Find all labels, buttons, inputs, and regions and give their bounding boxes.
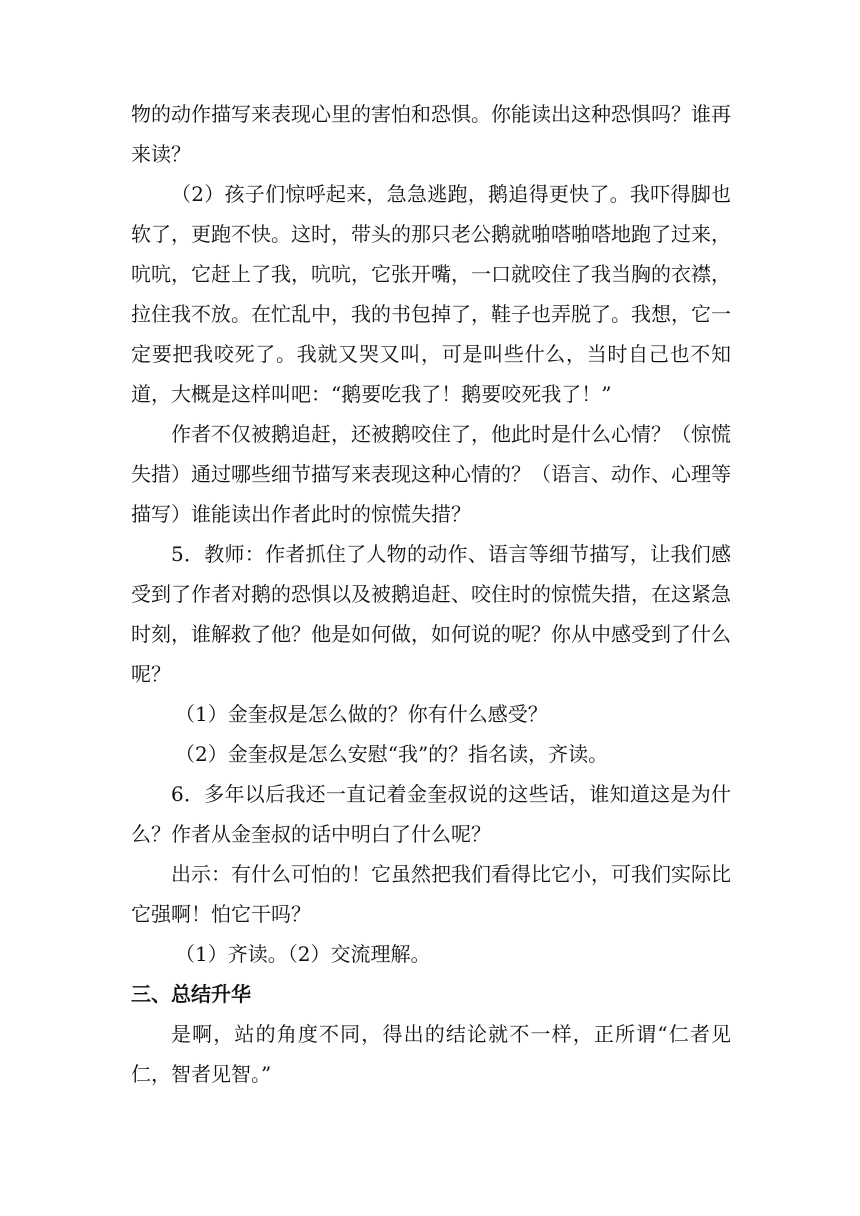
paragraph-question-panic: 作者不仅被鹅追赶，还被鹅咬住了，他此时是什么心情？（惊慌失措）通过哪些细节描写来表现这种心情的？（语言、动作、心理等描写）谁能读出作者此时的惊慌失措？ — [131, 422, 731, 526]
paragraph-step-5: 5．教师：作者抓住了人物的动作、语言等细节描写，让我们感受到了作者对鹅的恐惧以及被鹅追赶、咬住时的惊慌失措，在这紧急时刻，谁解救了他？他是如何做，如何说的呢？你从中感受到了什么呢？ — [131, 542, 731, 686]
paragraph-continued-fear: 物的动作描写来表现心里的害怕和恐惧。你能读出这种恐惧吗？谁再来读？ — [131, 102, 731, 166]
section-heading-summary: 三、总结升华 — [131, 982, 251, 1006]
paragraph-excerpt-goose-chase: （2）孩子们惊呼起来，急急逃跑，鹅追得更快了。我吓得脚也软了，更跑不快。这时，带头的那只老公鹅就啪嗒啪嗒地跑了过来，吭吭，它赶上了我，吭吭，它张开嘴，一口就咬住了我当胸的衣襟，拉住我不放。在忙乱中，我的书包掉了，鞋子也弄脱了。我想，它一定要把我咬死了。我就又哭又叫，可是叫些什么，当时自己也不知道，大概是这样叫吧：“鹅要吃我了！鹅要咬死我了！” — [131, 182, 731, 406]
document-body — [131, 94, 731, 1094]
paragraph-sub-2: （2）金奎叔是怎么安慰“我”的？指名读，齐读。 — [175, 742, 609, 766]
paragraph-sub-1: （1）金奎叔是怎么做的？你有什么感受？ — [175, 702, 548, 726]
paragraph-step-6: 6．多年以后我还一直记着金奎叔说的这些话，谁知道这是为什么？作者从金奎叔的话中明白了什么呢？ — [131, 782, 731, 846]
paragraph-conclusion: 是啊，站的角度不同，得出的结论就不一样，正所谓“仁者见仁，智者见智。” — [131, 1022, 731, 1086]
paragraph-read-discuss: （1）齐读。（2）交流理解。 — [175, 942, 431, 966]
paragraph-quote-display: 出示：有什么可怕的！它虽然把我们看得比它小，可我们实际比它强啊！怕它干吗？ — [131, 862, 731, 926]
